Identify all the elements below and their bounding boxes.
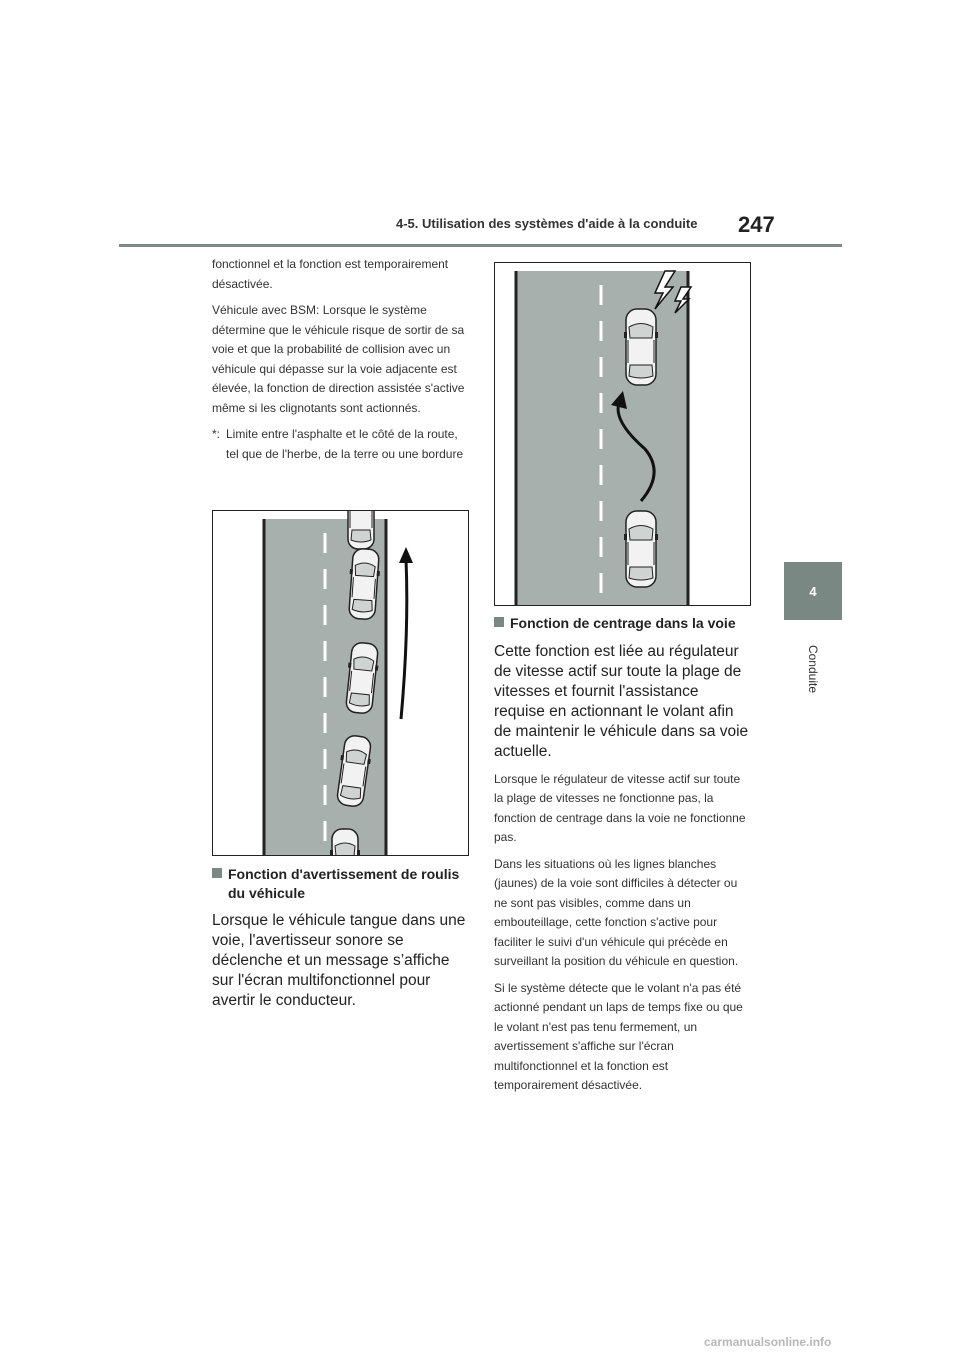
paragraph: Cette fonction est liée au régulateur de vitesse actif sur toute la plage de vitesses et fournit l'assistance requise en actionnant le volant afin de maintenir le véhicule dans sa voie actuelle.	[494, 642, 749, 760]
header-divider	[119, 244, 842, 247]
chapter-number: 4	[809, 583, 817, 599]
vehicle-ahead	[624, 309, 658, 385]
heading-bullet	[212, 868, 222, 878]
paragraph: Si le système détecte que le volant n'a pas été actionné pendant un laps de temps fixe ou que le volant n'est pas tenu fermement, un avertissement s'affiche sur l'écran multifonctionnel et la fonction est temporairement désactivée.	[494, 980, 743, 1092]
paragraph: Véhicule avec BSM: Lorsque le système détermine que le véhicule risque de sortir de sa voie et que la probabilité de collision avec un véhicule qui dépasse sur la voie adjacente est élevée, la fonction de direction assistée s'active même si les clignotants sont actionnés.	[212, 303, 465, 415]
footnote-mark: *:	[212, 427, 221, 441]
paragraph: fonctionnel et la fonction est temporairement désactivée.	[212, 257, 449, 291]
vehicle-front	[346, 511, 376, 549]
footnote-text: Limite entre l'asphalte et le côté de la route, tel que de l'herbe, de la terre ou une bordure	[226, 427, 464, 461]
vehicle-rear	[330, 829, 360, 855]
right-column	[494, 614, 749, 1103]
paragraph: Lorsque le véhicule tangue dans une voie, l'avertisseur sonore se déclenche et un message s’affiche sur l'écran multifonctionnel pour avertir le conducteur.	[212, 912, 466, 1009]
overtaking-diagram	[213, 511, 468, 855]
paragraph: Dans les situations où les lignes blanches (jaunes) de la voie sont difficiles à détecter ou ne sont pas visibles, comme dans un embouteillage, cette fonction s'active pour faciliter le suivi d'un véhicule qui précède en surveillant la position du véhicule en question.	[494, 856, 739, 968]
overtake-arrow	[401, 559, 407, 719]
heading-text: Fonction de centrage dans la voie	[510, 615, 736, 631]
left-column-bottom	[212, 865, 468, 1019]
sway-diagram	[495, 263, 750, 605]
arrow-head	[399, 547, 413, 563]
chapter-tab[interactable]	[784, 562, 842, 620]
vehicle-own	[624, 511, 658, 587]
section-heading	[212, 865, 468, 902]
watermark: carmanualsonline.info	[704, 1335, 832, 1349]
chapter-label: Conduite	[806, 644, 820, 694]
footnote	[212, 425, 468, 464]
left-column-top	[212, 255, 468, 464]
paragraph: Lorsque le régulateur de vitesse actif sur toute la plage de vitesses ne fonctionne pas, la fonction de centrage dans la voie ne fonctionne pas.	[494, 771, 746, 844]
illustration-overtaking	[212, 510, 469, 856]
heading-bullet	[494, 617, 504, 627]
heading-text: Fonction d'avertissement de roulis du véhicule	[228, 866, 460, 901]
illustration-vehicle-sway	[494, 262, 751, 606]
section-title: 4-5. Utilisation des systèmes d'aide à la conduite	[396, 216, 698, 231]
section-heading	[494, 614, 749, 633]
page-number: 247	[738, 212, 775, 237]
